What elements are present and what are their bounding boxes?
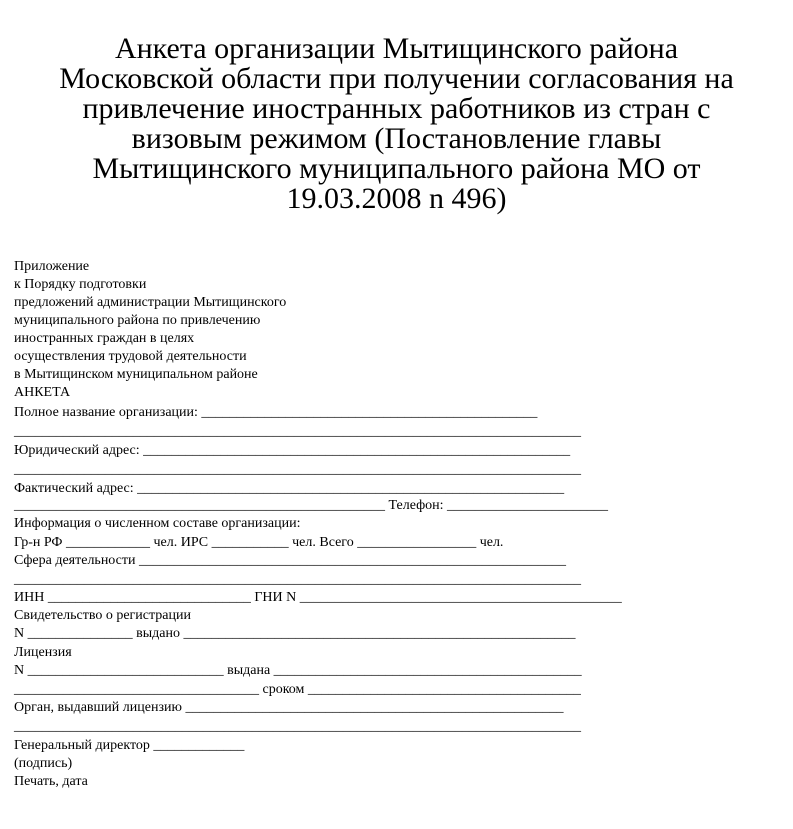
- appendix-line: предложений администрации Мытищинского: [14, 295, 287, 310]
- inn-gni-field: ИНН _____________________________ ГНИ N ______________________________________________: [14, 590, 622, 605]
- blank-line: _________________________________________________________________________________: [14, 424, 581, 439]
- title-line: визовым режимом (Постановление главы: [131, 122, 662, 155]
- activity-field: Сфера деятельности _____________________________________________________________: [14, 553, 566, 568]
- director-field: Генеральный директор _____________: [14, 738, 245, 753]
- stamp-date-label: Печать, дата: [14, 774, 88, 789]
- registration-heading: Свидетельство о регистрации: [14, 608, 191, 623]
- document-title: [0, 34, 793, 214]
- title-line: привлечение иностранных работников из стран с: [82, 92, 711, 125]
- headcount-heading: Информация о численном составе организации:: [14, 516, 301, 531]
- phone-field: _____________________________________________________ Телефон: _______________________: [14, 498, 609, 513]
- appendix-line: муниципального района по привлечению: [14, 313, 261, 328]
- form-heading: АНКЕТА: [14, 385, 71, 400]
- legal-address-field: Юридический адрес: _____________________________________________________________: [14, 443, 571, 458]
- title-line: Анкета организации Мытищинского района: [114, 32, 679, 65]
- appendix-line: к Порядку подготовки: [14, 277, 147, 292]
- appendix-line: осуществления трудовой деятельности: [14, 349, 247, 364]
- license-heading: Лицензия: [14, 645, 72, 660]
- appendix-line: иностранных граждан в целях: [14, 331, 195, 346]
- appendix-line: в Мытищинском муниципальном районе: [14, 367, 258, 382]
- appendix-label: Приложение: [14, 259, 90, 274]
- signature-label: (подпись): [14, 756, 73, 771]
- org-full-name-field: Полное название организации: ________________________________________________: [14, 405, 538, 420]
- blank-line: _________________________________________________________________________________: [14, 462, 581, 477]
- blank-line: _________________________________________________________________________________: [14, 719, 581, 734]
- license-term-field: ___________________________________ сроком _______________________________________: [14, 682, 581, 697]
- license-issued-field: N ____________________________ выдана ____________________________________________: [14, 663, 582, 678]
- license-issuer-field: Орган, выдавший лицензию ______________________________________________________: [14, 700, 564, 715]
- headcount-fields: Гр-н РФ ____________ чел. ИРС ___________ чел. Всего _________________ чел.: [14, 535, 504, 550]
- actual-address-field: Фактический адрес: _____________________________________________________________: [14, 481, 565, 496]
- title-line: Мытищинского муниципального района МО от: [92, 152, 701, 185]
- title-line: Московской области при получении согласования на: [59, 62, 734, 95]
- registration-field: N _______________ выдано ________________________________________________________: [14, 626, 576, 641]
- blank-line: _________________________________________________________________________________: [14, 572, 581, 587]
- title-line: 19.03.2008 n 496): [286, 182, 507, 215]
